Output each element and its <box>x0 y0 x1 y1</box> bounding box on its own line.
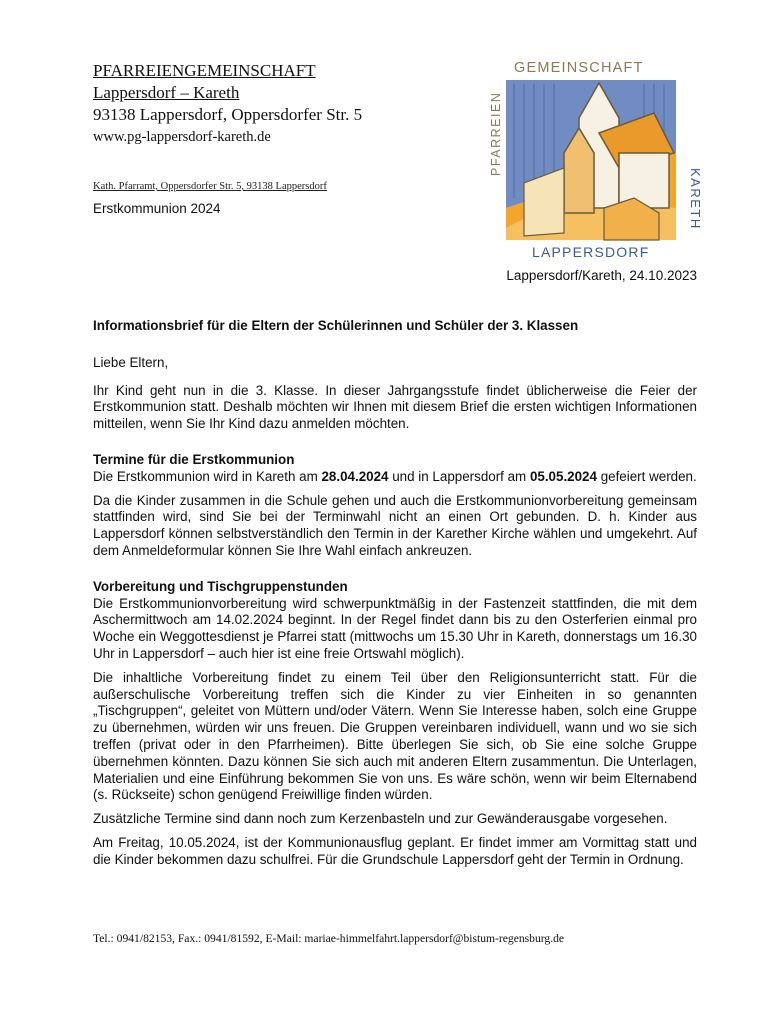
preparation-paragraph: Die Erstkommunionvorbereitung wird schwerpunktmäßig in der Fastenzeit stattfinden, die mit dem Aschermittwoch am 14.02.2024 beginnt. In der Regel findet dann bis zu den Osterferien einmal pro Woche ein Weggottesdienst je Pfarrei statt (mittwochs um 15.30 Uhr in Kareth, donnerstags um 16.30 Uhr in Lappersdorf – auch hier ist eine freie Ortswahl möglich). <box>93 595 697 661</box>
logo-text-left: PFARREIEN <box>489 91 503 176</box>
date-lappersdorf: 05.05.2024 <box>529 468 597 484</box>
contact-footer: Tel.: 0941/82153, Fax.: 0941/81592, E-Mail: mariae-himmelfahrt.lappersdorf@bistum-regensburg.de <box>93 932 565 945</box>
org-website[interactable]: www.pg-lappersdorf-kareth.de <box>93 129 271 145</box>
subject-line: Erstkommunion 2024 <box>93 201 221 216</box>
logo-text-top: GEMEINSCHAFT <box>514 60 644 76</box>
letter-title: Informationsbrief für die Eltern der Schülerinnen und Schüler der 3. Klassen <box>93 318 579 333</box>
logo-text-right: KARETH <box>688 168 703 230</box>
date-kareth: 28.04.2024 <box>321 468 389 484</box>
return-address: Kath. Pfarramt, Oppersdorfer Str. 5, 93138 Lappersdorf <box>93 181 327 192</box>
logo-text-bottom: LAPPERSDORF <box>532 244 650 260</box>
letter-date: Lappersdorf/Kareth, 24.10.2023 <box>506 268 697 283</box>
letterhead <box>93 60 453 147</box>
org-name-line1: PFARREIENGEMEINSCHAFT <box>93 61 316 80</box>
location-choice-paragraph: Da die Kinder zusammen in die Schule gehen und auch die Erstkommunionvorbereitung gemeinsam stattfinden wird, sind Sie bei der Terminwahl nicht an einen Ort gebunden. D. h. Kinder aus Lappersdorf können selbstverständlich den Termin in der Karether Kirche wählen und umgekehrt. Auf dem Anmeldeformular können Sie Ihre Wahl einfach ankreuzen. <box>93 492 697 558</box>
dates-paragraph: Die Erstkommunion wird in Kareth am 28.04.2024 und in Lappersdorf am 05.05.2024 gefeiert werden. <box>93 468 697 484</box>
section-heading-dates: Termine für die Erstkommunion <box>93 451 295 467</box>
excursion-paragraph: Am Freitag, 10.05.2024, ist der Kommunionausflug geplant. Er findet immer am Vormittag statt und die Kinder bekommen dazu schulfrei. Für die Grundschule Lappersdorf geht der Termin in Ordnung. <box>93 834 697 867</box>
table-groups-paragraph: Die inhaltliche Vorbereitung findet zu einem Teil über den Religionsunterricht statt. Für die außerschulische Vorbereitung treffen sich die Kinder zu vier Einheiten in so genannten „Tischgruppen“, geleitet von Müttern und/oder Vätern. Wenn Sie Interesse haben, solch eine Gruppe zu übernehmen, würden wir uns freuen. Die Gruppen vereinbaren individuell, wann und wo sie sich treffen (privat oder in den Pfarrheimen). Bitte überlegen Sie sich, ob Sie eine solche Gruppe übernehmen könnten. Dazu können Sie sich auch mit anderen Eltern zusammentun. Die Unterlagen, Materialien und eine Einführung bekommen Sie von uns. Es wäre schön, wenn wir beim Elternabend (s. Rückseite) schon genügend Freiwillige finden würden. <box>93 669 697 803</box>
parish-logo <box>484 58 703 264</box>
org-address: 93138 Lappersdorf, Oppersdorfer Str. 5 <box>93 105 363 124</box>
section-heading-preparation: Vorbereitung und Tischgruppenstunden <box>93 578 348 594</box>
letter-body <box>93 318 697 869</box>
additional-dates-paragraph: Zusätzliche Termine sind dann noch zum Kerzenbasteln und zur Gewänderausgabe vorgesehen. <box>93 811 668 827</box>
intro-paragraph: Ihr Kind geht nun in die 3. Klasse. In dieser Jahrgangsstufe findet üblicherweise die Feier der Erstkommunion statt. Deshalb möchten wir Ihnen mit diesem Brief die ersten wichtigen Informationen mitteilen, wenn Sie Ihr Kind dazu anmelden möchten. <box>93 382 697 432</box>
org-name-line2: Lappersdorf – Kareth <box>93 83 240 102</box>
greeting: Liebe Eltern, <box>93 354 169 370</box>
